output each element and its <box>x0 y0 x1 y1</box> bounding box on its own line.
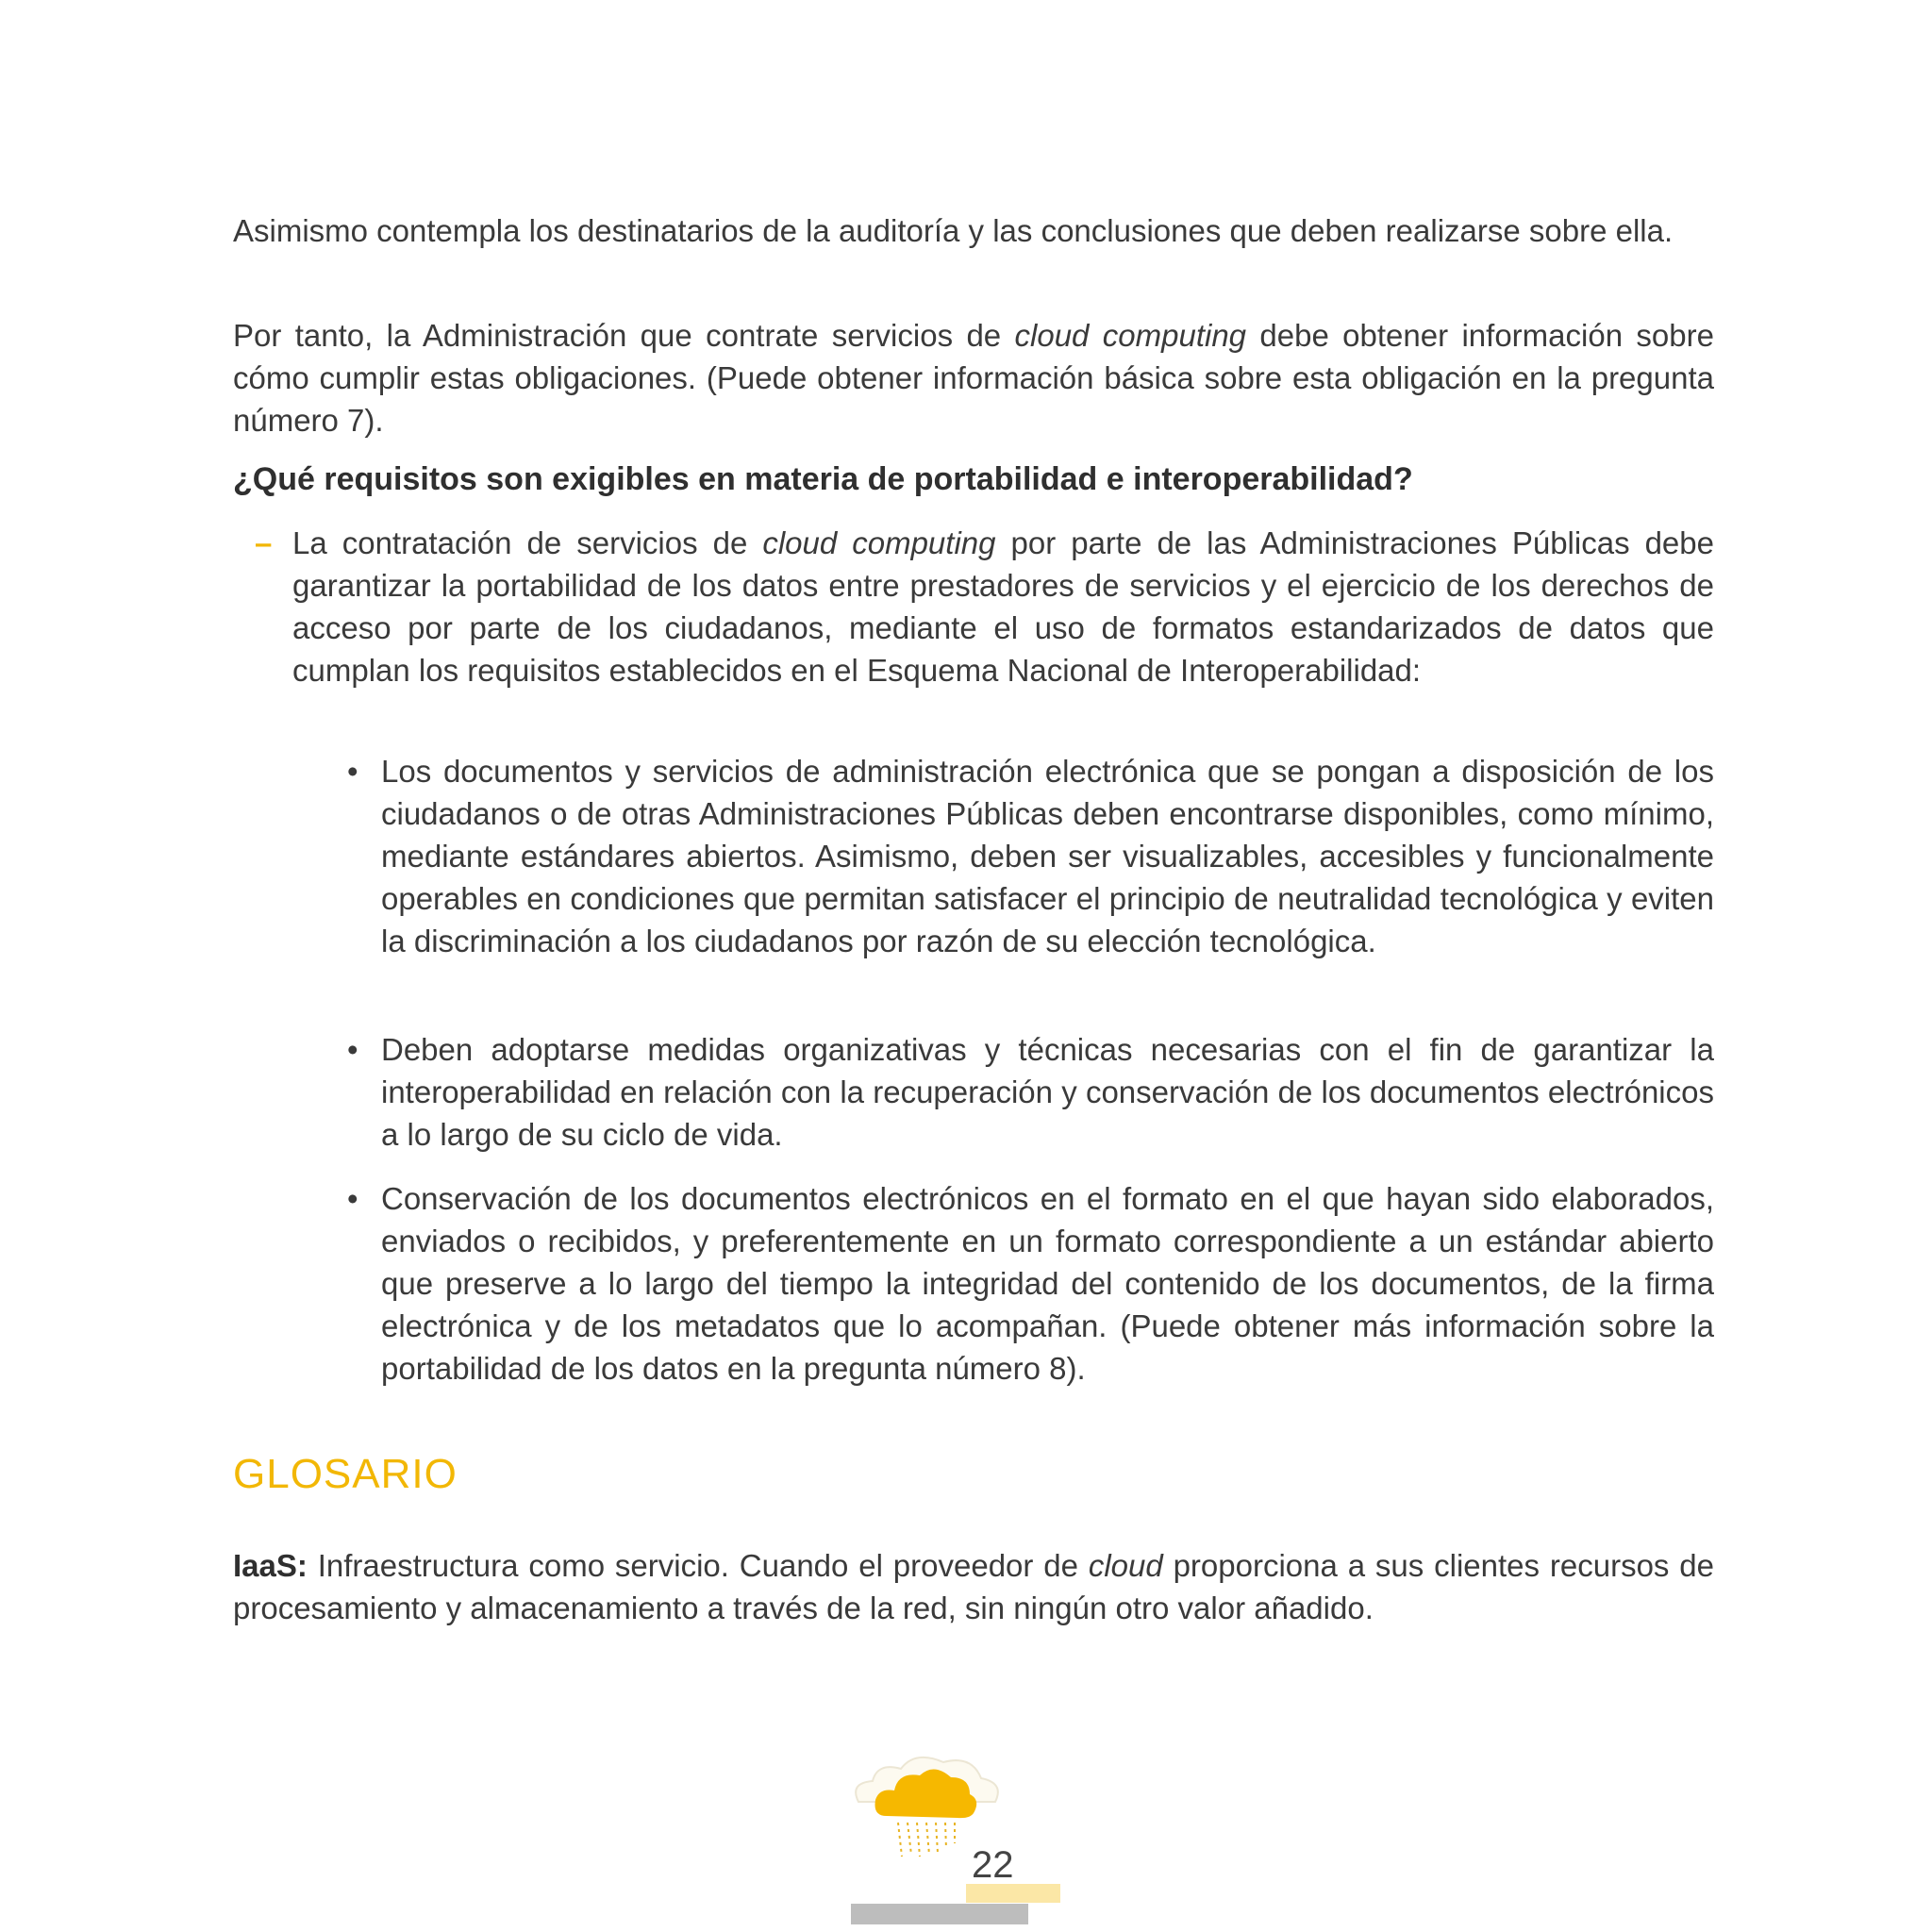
page-number-highlight <box>966 1884 1060 1903</box>
bullet-marker: • <box>347 1032 358 1067</box>
dash-item-italic: cloud computing <box>762 525 996 560</box>
glossary-title: GLOSARIO <box>233 1451 458 1497</box>
dash-list-item <box>255 522 1714 691</box>
glossary-entry <box>233 1544 1714 1629</box>
bullet-marker: • <box>347 754 358 789</box>
glossary-def-italic: cloud <box>1088 1548 1163 1583</box>
list-item <box>347 750 1714 962</box>
list-item-text: Conservación de los documentos electrónicos en el formato en el que hayan sido elaborados, enviados o recibidos, y preferentemente en un formato correspondiente a un estándar abierto que preserve a lo largo del tiempo la integridad del contenido de los documentos, de la firma electrónica y de los metadatos que lo acompañan. (Puede obtener más información sobre la portabilidad de los datos en la pregunta número 8). <box>381 1181 1714 1386</box>
list-item <box>347 1028 1714 1156</box>
list-item-text: Deben adoptarse medidas organizativas y técnicas necesarias con el fin de garantizar la interoperabilidad en relación con la recuperación y conservación de los documentos electrónicos a lo largo de su ciclo de vida. <box>381 1032 1714 1152</box>
glossary-def-part2: proporciona a sus clientes recursos de procesamiento y almacenamiento a través de la red, sin ningún otro valor añadido. <box>233 1548 1714 1625</box>
glossary-term: IaaS: <box>233 1548 308 1583</box>
list-item <box>347 1177 1714 1390</box>
question-heading: ¿Qué requisitos son exigibles en materia de portabilidad e interoperabilidad? <box>233 461 1413 497</box>
paragraph-obligations <box>233 314 1714 441</box>
dash-marker: – <box>255 525 273 560</box>
page-number: 22 <box>972 1844 1014 1886</box>
cloud-rain-icon <box>840 1745 1009 1858</box>
dash-item-part2: por parte de las Administraciones Públicas debe garantizar la portabilidad de los datos entre prestadores de servicios y el ejercicio de los derechos de acceso por parte de los ciudadanos, mediante el uso de formatos estandarizados de datos que cumplan los requisitos establecidos en el Esquema Nacional de Interoperabilidad: <box>292 525 1714 688</box>
glossary-def-part1: Infraestructura como servicio. Cuando el proveedor de <box>307 1548 1089 1583</box>
dash-item-part1: La contratación de servicios de <box>292 525 763 560</box>
paragraph-obligations-part2: debe obtener información sobre cómo cumplir estas obligaciones. (Puede obtener información básica sobre esta obligación en la pregunta número 7). <box>233 318 1714 438</box>
list-item-text: Los documentos y servicios de administración electrónica que se pongan a disposición de los ciudadanos o de otras Administraciones Públicas deben encontrarse disponibles, como mínimo, mediante estándares abiertos. Asimismo, deben ser visualizables, accesibles y funcionalmente operables en condiciones que permitan satisfacer el principio de neutralidad tecnológica y eviten la discriminación a los ciudadanos por razón de su elección tecnológica. <box>381 754 1714 958</box>
paragraph-obligations-part1: Por tanto, la Administración que contrate servicios de <box>233 318 1015 353</box>
paragraph-audit: Asimismo contempla los destinatarios de la auditoría y las conclusiones que deben realizarse sobre ella. <box>233 213 1674 248</box>
paragraph-obligations-italic: cloud computing <box>1014 318 1247 353</box>
bullet-marker: • <box>347 1181 358 1216</box>
footer-bar <box>851 1904 1028 1924</box>
